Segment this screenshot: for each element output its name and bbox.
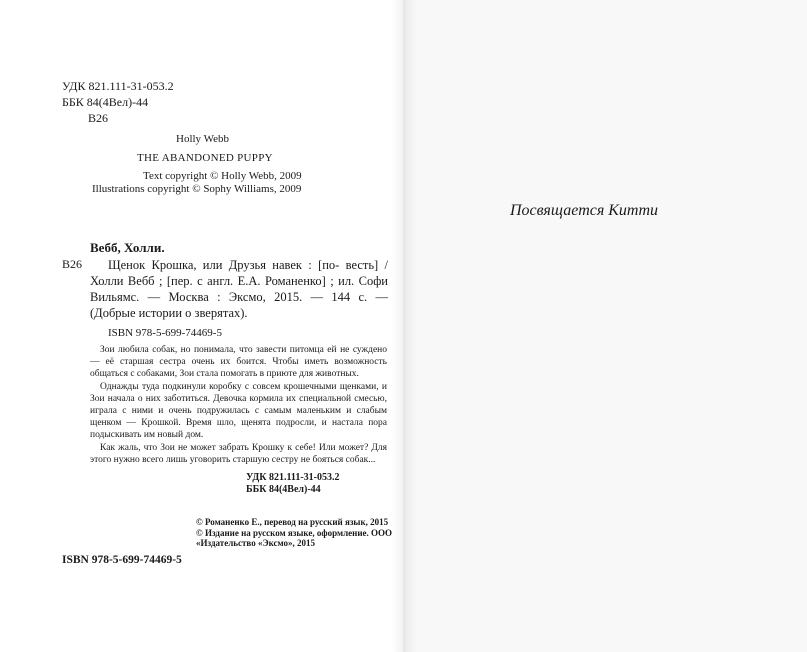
- record-code: В26: [62, 257, 83, 271]
- footer-isbn: ISBN 978-5-699-74469-5: [62, 554, 182, 566]
- author-code: В26: [88, 111, 109, 125]
- original-author: Holly Webb: [176, 133, 229, 145]
- copyright-block: [196, 517, 396, 549]
- author-heading: Вебб, Холли.: [90, 240, 165, 255]
- text-copyright: Text copyright © Holly Webb, 2009: [143, 170, 302, 182]
- book-gutter: [392, 0, 416, 652]
- annotation: [90, 344, 387, 466]
- bibliographic-description: [90, 257, 388, 321]
- record-isbn: ISBN 978-5-699-74469-5: [108, 327, 222, 339]
- illustrations-copyright: Illustrations copyright © Sophy Williams, 2009: [92, 183, 302, 195]
- annotation-paragraph: Зои любила собак, но понимала, что завести питомца ей не суждено — её старшая сестра очень их боится. Чтобы иметь возможность общаться с собаками, Зои стала помогать в приюте для животных.: [90, 345, 387, 379]
- biblio-line: Щенок Крошка, или Друзья навек : [по-: [108, 258, 340, 272]
- bbk-code: ББК 84(4Вел)-44: [62, 95, 149, 109]
- biblio-line: весть] / Холли Вебб ; [пер. с англ. Е.А. Романенко] ; ил. Софи Вильямс. — Москва : Эксмо,: [90, 258, 388, 304]
- original-title: THE ABANDONED PUPPY: [137, 152, 273, 164]
- footer-udk: УДК 821.111-31-053.2: [246, 472, 340, 483]
- udk-code: УДК 821.111-31-053.2: [62, 79, 174, 93]
- left-page: [0, 0, 402, 652]
- biblio-line: 2015. — 144 с. — (Добрые истории о зверятах).: [90, 290, 388, 320]
- footer-bbk: ББК 84(4Вел)-44: [246, 484, 321, 495]
- right-page: [404, 0, 807, 652]
- dedication: Посвящается Китти: [510, 202, 659, 219]
- annotation-paragraph: Однажды туда подкинули коробку с совсем крошечными щенками, и Зои начала о них заботиться. Девочка кормила их специальной смесью, играла с ними и очень подружилась с самым маленьким и слабым щенком — Крошкой. Время шло, щенята подросли, и настала пора подыскивать им новый дом.: [90, 382, 387, 440]
- copyright-edition: © Издание на русском языке, оформление. ООО «Издательство «Эксмо», 2015: [196, 527, 393, 548]
- annotation-paragraph: Как жаль, что Зои не может забрать Крошку к себе! Или может? Для этого нужно всего лишь уговорить старшую сестру не бояться собак...: [90, 443, 387, 465]
- copyright-translation: © Романенко Е., перевод на русский язык, 2015: [196, 517, 389, 527]
